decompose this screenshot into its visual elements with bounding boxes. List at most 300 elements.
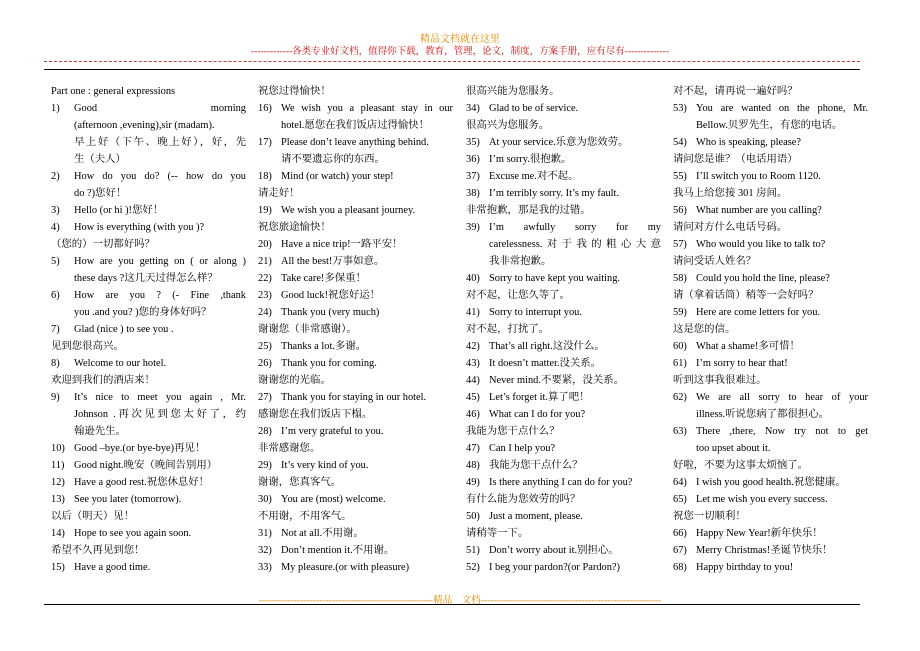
item-line: Take care!多保重！ bbox=[281, 273, 366, 284]
item-line: Who would you like to talk to? bbox=[696, 239, 826, 250]
text-line: 请稍等一下。 bbox=[466, 528, 529, 539]
item-line: We are all sorry to hear of your bbox=[696, 392, 868, 403]
item-line: My pleasure.(or with pleasure) bbox=[281, 562, 410, 573]
item-number: 33) bbox=[258, 562, 272, 573]
text-line: 听到这事我很难过。 bbox=[673, 375, 767, 386]
item-text bbox=[489, 406, 661, 423]
item-text bbox=[281, 355, 453, 372]
item-line: All the best!万事如意。 bbox=[281, 256, 385, 267]
item-line: Hello (or hi )!您好！ bbox=[74, 205, 164, 216]
bottom-rule bbox=[44, 604, 860, 605]
item-number: 48) bbox=[466, 460, 480, 471]
item-text bbox=[489, 457, 661, 474]
item-number: 10) bbox=[51, 443, 65, 454]
item-line: Johnson .再次见到您太好了，约 bbox=[74, 409, 246, 420]
text-line: 祝您过得愉快！ bbox=[258, 86, 331, 97]
item-number: 15) bbox=[51, 562, 65, 573]
item-line: illness.听说您病了都很担心。 bbox=[696, 409, 830, 420]
phrase-item bbox=[466, 474, 661, 491]
item-line: Could you hold the line, please? bbox=[696, 273, 830, 284]
item-line: Just a moment, please. bbox=[489, 511, 583, 522]
item-text bbox=[74, 474, 246, 491]
footer-text: -------------------------------------------------------精品 文档--------------------------------------------------------- bbox=[259, 596, 661, 606]
item-text bbox=[489, 559, 661, 576]
item-number: 67) bbox=[673, 545, 687, 556]
item-text bbox=[74, 457, 246, 474]
item-line: It’s nice to meet you again , Mr. bbox=[74, 392, 246, 403]
item-line: Please don’t leave anything behind. bbox=[281, 137, 429, 148]
item-number: 25) bbox=[258, 341, 272, 352]
phrase-item bbox=[466, 100, 661, 117]
text-line: 对不起，让您久等了。 bbox=[466, 290, 570, 301]
item-text bbox=[281, 338, 453, 355]
item-text bbox=[489, 355, 661, 372]
item-number: 42) bbox=[466, 341, 480, 352]
item-number: 17) bbox=[258, 137, 272, 148]
item-line: (afternoon ,evening),sir (madam). bbox=[74, 120, 215, 131]
item-number: 16) bbox=[258, 103, 272, 114]
item-number: 31) bbox=[258, 528, 272, 539]
item-number: 22) bbox=[258, 273, 272, 284]
item-number: 35) bbox=[466, 137, 480, 148]
text-line: 见到您很高兴。 bbox=[51, 341, 124, 352]
item-number: 66) bbox=[673, 528, 687, 539]
phrase-item bbox=[673, 236, 868, 253]
item-line: Here are come letters for you. bbox=[696, 307, 821, 318]
phrase-item bbox=[51, 168, 246, 202]
item-text bbox=[74, 168, 246, 202]
phrase-item bbox=[466, 151, 661, 168]
item-number: 23) bbox=[258, 290, 272, 301]
item-text bbox=[281, 253, 453, 270]
item-number: 4) bbox=[51, 222, 60, 233]
item-number: 56) bbox=[673, 205, 687, 216]
top-rule bbox=[44, 69, 860, 70]
text-line: 欢迎到我们的酒店来！ bbox=[51, 375, 155, 386]
phrase-item bbox=[466, 508, 661, 525]
phrase-item bbox=[673, 559, 868, 576]
item-line: Thank you for coming. bbox=[281, 358, 377, 369]
item-line: you .and you? )您的身体好吗？ bbox=[74, 307, 212, 318]
item-text bbox=[696, 236, 868, 253]
text-line: 我马上给您接 301 房间。 bbox=[673, 188, 788, 199]
item-text bbox=[74, 321, 246, 338]
phrase-item bbox=[258, 542, 453, 559]
item-line: Let’s forget it.算了吧！ bbox=[489, 392, 590, 403]
item-line: hotel.愿您在我们饭店过得愉快！ bbox=[281, 120, 430, 131]
phrase-item bbox=[51, 202, 246, 219]
item-number: 13) bbox=[51, 494, 65, 505]
phrase-item bbox=[51, 100, 246, 168]
item-number: 7) bbox=[51, 324, 60, 335]
item-line: I’m very grateful to you. bbox=[281, 426, 384, 437]
item-line: What number are you calling? bbox=[696, 205, 822, 216]
item-text bbox=[696, 270, 868, 287]
item-number: 9) bbox=[51, 392, 60, 403]
phrase-item bbox=[673, 355, 868, 372]
item-line: Excuse me.对不起。 bbox=[489, 171, 579, 182]
phrase-item bbox=[466, 304, 661, 321]
item-line: What can I do for you? bbox=[489, 409, 586, 420]
item-number: 29) bbox=[258, 460, 272, 471]
text-line: 谢谢，您真客气。 bbox=[258, 477, 342, 488]
item-line: Mind (or watch) your step! bbox=[281, 171, 394, 182]
item-number: 50) bbox=[466, 511, 480, 522]
item-number: 63) bbox=[673, 426, 687, 437]
column-4 bbox=[673, 83, 868, 576]
item-text bbox=[281, 457, 453, 474]
item-text bbox=[281, 491, 453, 508]
item-text bbox=[74, 287, 246, 321]
item-line: Good night.晚安（晚间告别用） bbox=[74, 460, 218, 471]
phrase-item bbox=[466, 440, 661, 457]
phrase-item bbox=[258, 338, 453, 355]
item-number: 2) bbox=[51, 171, 60, 182]
item-text bbox=[489, 134, 661, 151]
item-text bbox=[74, 389, 246, 440]
item-line: Merry Christmas!圣诞节快乐！ bbox=[696, 545, 833, 556]
phrase-item bbox=[51, 491, 246, 508]
text-line: 祝您一切顺利！ bbox=[673, 511, 746, 522]
item-line: Happy birthday to you! bbox=[696, 562, 794, 573]
item-text bbox=[489, 270, 661, 287]
item-line: There ,there, Now try not to get bbox=[696, 426, 868, 437]
phrase-item bbox=[51, 559, 246, 576]
item-text bbox=[489, 304, 661, 321]
text-line: 希望不久再见到您！ bbox=[51, 545, 145, 556]
item-text bbox=[74, 100, 246, 168]
item-number: 24) bbox=[258, 307, 272, 318]
item-line: Thank you for staying in our hotel. bbox=[281, 392, 427, 403]
item-text bbox=[74, 219, 246, 236]
item-line: 生（夫人） bbox=[74, 154, 126, 165]
item-line: I’m terribly sorry. It’s my fault. bbox=[489, 188, 620, 199]
item-line: Is there anything I can do for you? bbox=[489, 477, 633, 488]
item-number: 21) bbox=[258, 256, 272, 267]
item-text bbox=[696, 134, 868, 151]
text-line: 非常抱歉，那是我的过错。 bbox=[466, 205, 591, 216]
item-text bbox=[696, 491, 868, 508]
item-line: Thanks a lot.多谢。 bbox=[281, 341, 367, 352]
item-number: 40) bbox=[466, 273, 480, 284]
item-text bbox=[281, 525, 453, 542]
item-line: Glad to be of service. bbox=[489, 103, 579, 114]
item-text bbox=[281, 100, 453, 134]
item-line: 我非常抱歉。 bbox=[489, 256, 552, 267]
phrase-item bbox=[51, 389, 246, 440]
column-2 bbox=[258, 83, 453, 576]
item-line: these days ?这几天过得怎么样？ bbox=[74, 273, 218, 284]
item-line: 我能为您干点什么？ bbox=[489, 460, 583, 471]
item-text bbox=[489, 168, 661, 185]
item-number: 38) bbox=[466, 188, 480, 199]
item-number: 54) bbox=[673, 137, 687, 148]
phrase-item bbox=[673, 134, 868, 151]
phrase-item bbox=[51, 474, 246, 491]
item-line: How are you ? (- Fine ,thank bbox=[74, 290, 246, 301]
item-line: Good –bye.(or bye-bye)再见！ bbox=[74, 443, 206, 454]
item-line: Can I help you? bbox=[489, 443, 556, 454]
text-line: 请问您是谁？（电话用语） bbox=[673, 154, 798, 165]
column-3 bbox=[466, 83, 661, 576]
item-line: Don’t worry about it.别担心。 bbox=[489, 545, 619, 556]
item-text bbox=[281, 559, 453, 576]
item-line: too upset about it. bbox=[696, 443, 771, 454]
item-line: 早上好（下午、晚上好），好，先 bbox=[74, 137, 246, 148]
text-line: 很高兴为您服务。 bbox=[466, 120, 550, 131]
phrase-item bbox=[258, 423, 453, 440]
phrase-item bbox=[466, 338, 661, 355]
text-line: 谢谢您的光临。 bbox=[258, 375, 331, 386]
item-number: 20) bbox=[258, 239, 272, 250]
item-number: 51) bbox=[466, 545, 480, 556]
text-line: Part one : general expressions bbox=[51, 86, 176, 97]
item-number: 52) bbox=[466, 562, 480, 573]
item-number: 27) bbox=[258, 392, 272, 403]
item-text bbox=[696, 525, 868, 542]
phrase-item bbox=[258, 168, 453, 185]
phrase-item bbox=[51, 355, 246, 372]
item-number: 41) bbox=[466, 307, 480, 318]
item-number: 43) bbox=[466, 358, 480, 369]
phrase-item bbox=[466, 168, 661, 185]
phrase-item bbox=[673, 270, 868, 287]
phrase-item bbox=[466, 559, 661, 576]
item-line: You are wanted on the phone, Mr. bbox=[696, 103, 868, 114]
item-line: It’s very kind of you. bbox=[281, 460, 369, 471]
item-line: Good luck!祝您好运！ bbox=[281, 290, 380, 301]
item-number: 14) bbox=[51, 528, 65, 539]
phrase-item bbox=[466, 389, 661, 406]
phrase-item bbox=[51, 253, 246, 287]
phrase-item bbox=[258, 236, 453, 253]
phrase-item bbox=[258, 253, 453, 270]
item-text bbox=[696, 542, 868, 559]
item-text bbox=[74, 355, 246, 372]
item-line: Sorry to have kept you waiting. bbox=[489, 273, 621, 284]
item-line: You are (most) welcome. bbox=[281, 494, 386, 505]
item-text bbox=[281, 542, 453, 559]
phrase-item bbox=[258, 304, 453, 321]
item-number: 37) bbox=[466, 171, 480, 182]
text-line: 不用谢，不用客气。 bbox=[258, 511, 352, 522]
item-line: 请不要遗忘你的东西。 bbox=[281, 154, 385, 165]
item-line: Not at all.不用谢。 bbox=[281, 528, 364, 539]
phrase-item bbox=[673, 304, 868, 321]
item-text bbox=[281, 287, 453, 304]
item-line: That’s all right.这没什么。 bbox=[489, 341, 605, 352]
phrase-item bbox=[51, 440, 246, 457]
item-number: 36) bbox=[466, 154, 480, 165]
phrase-item bbox=[466, 406, 661, 423]
item-line: How are you getting on ( or along ) bbox=[74, 256, 246, 267]
item-number: 3) bbox=[51, 205, 60, 216]
header-divider bbox=[44, 61, 860, 62]
phrase-item bbox=[673, 474, 868, 491]
item-number: 30) bbox=[258, 494, 272, 505]
phrase-item bbox=[466, 355, 661, 372]
item-text bbox=[489, 474, 661, 491]
item-number: 65) bbox=[673, 494, 687, 505]
item-number: 57) bbox=[673, 239, 687, 250]
item-line: Don’t mention it.不用谢。 bbox=[281, 545, 395, 556]
phrase-item bbox=[673, 168, 868, 185]
item-number: 5) bbox=[51, 256, 60, 267]
phrase-item bbox=[51, 287, 246, 321]
header-title: 精品文档就在这里 bbox=[420, 34, 500, 45]
text-line: 以后（明天）见！ bbox=[51, 511, 135, 522]
item-text bbox=[74, 491, 246, 508]
item-text bbox=[281, 423, 453, 440]
phrase-item bbox=[258, 355, 453, 372]
text-line: 祝您旅途愉快！ bbox=[258, 222, 331, 233]
phrase-item bbox=[466, 134, 661, 151]
item-line: Happy New Year!新年快乐！ bbox=[696, 528, 823, 539]
phrase-item bbox=[258, 134, 453, 168]
item-number: 39) bbox=[466, 222, 480, 233]
item-number: 60) bbox=[673, 341, 687, 352]
text-line: 谢谢您（非常感谢）。 bbox=[258, 324, 357, 335]
text-line: 感谢您在我们饭店下榻。 bbox=[258, 409, 373, 420]
phrase-item bbox=[466, 219, 661, 270]
item-text bbox=[489, 185, 661, 202]
item-text bbox=[696, 423, 868, 457]
item-text bbox=[696, 304, 868, 321]
item-text bbox=[696, 202, 868, 219]
phrase-item bbox=[673, 202, 868, 219]
item-text bbox=[489, 372, 661, 389]
item-line: I beg your pardon?(or Pardon?) bbox=[489, 562, 620, 573]
item-text bbox=[489, 542, 661, 559]
phrase-item bbox=[258, 389, 453, 406]
phrase-item bbox=[673, 423, 868, 457]
item-line: I’m awfully sorry for my bbox=[489, 222, 661, 233]
item-number: 11) bbox=[51, 460, 65, 471]
item-text bbox=[489, 389, 661, 406]
item-text bbox=[696, 389, 868, 423]
item-line: I’m sorry.很抱歉。 bbox=[489, 154, 572, 165]
item-line: We wish you a pleasant stay in our bbox=[281, 103, 453, 114]
item-text bbox=[281, 168, 453, 185]
item-line: Have a good time. bbox=[74, 562, 151, 573]
item-number: 64) bbox=[673, 477, 687, 488]
phrase-item bbox=[258, 491, 453, 508]
phrase-item bbox=[466, 457, 661, 474]
item-line: What a shame!多可惜！ bbox=[696, 341, 800, 352]
item-text bbox=[281, 389, 453, 406]
text-line: 非常感谢您。 bbox=[258, 443, 321, 454]
item-number: 34) bbox=[466, 103, 480, 114]
item-line: How do you do? (-- how do you bbox=[74, 171, 246, 182]
phrase-item bbox=[466, 270, 661, 287]
item-number: 68) bbox=[673, 562, 687, 573]
item-line: do ?)您好！ bbox=[74, 188, 127, 199]
item-text bbox=[74, 253, 246, 287]
phrase-item bbox=[673, 491, 868, 508]
item-line: Bellow.贝罗先生，有您的电话。 bbox=[696, 120, 843, 131]
text-line: 我能为您干点什么？ bbox=[466, 426, 560, 437]
item-line: Have a nice trip!一路平安！ bbox=[281, 239, 403, 250]
text-line: 请问对方什么电话号码。 bbox=[673, 222, 788, 233]
item-line: We wish you a pleasant journey. bbox=[281, 205, 416, 216]
item-number: 59) bbox=[673, 307, 687, 318]
phrase-item bbox=[673, 525, 868, 542]
item-text bbox=[281, 304, 453, 321]
item-line: How is everything (with you )? bbox=[74, 222, 205, 233]
phrase-item bbox=[51, 457, 246, 474]
item-line: I’m sorry to hear that! bbox=[696, 358, 788, 369]
item-line: I wish you good health.祝您健康。 bbox=[696, 477, 846, 488]
item-line: Glad (nice ) to see you . bbox=[74, 324, 174, 335]
phrase-item bbox=[51, 525, 246, 542]
item-line: 翰逊先生。 bbox=[74, 426, 126, 437]
phrase-item bbox=[258, 270, 453, 287]
phrase-item bbox=[466, 542, 661, 559]
item-text bbox=[489, 338, 661, 355]
phrase-item bbox=[673, 100, 868, 134]
item-number: 62) bbox=[673, 392, 687, 403]
item-line: See you later (tomorrow). bbox=[74, 494, 182, 505]
text-line: 这是您的信。 bbox=[673, 324, 736, 335]
item-text bbox=[74, 202, 246, 219]
header-banner: -------------各类专业好文档，值得你下载，教育，管理，论文，制度，方案手册，应有尽有-------------- bbox=[251, 47, 669, 57]
item-number: 6) bbox=[51, 290, 60, 301]
item-line: Who is speaking, please? bbox=[696, 137, 802, 148]
item-number: 58) bbox=[673, 273, 687, 284]
item-text bbox=[74, 440, 246, 457]
item-line: At your service.乐意为您效劳。 bbox=[489, 137, 629, 148]
phrase-item bbox=[51, 321, 246, 338]
text-line: （您的）一切都好吗？ bbox=[51, 239, 155, 250]
item-line: Let me wish you every success. bbox=[696, 494, 828, 505]
item-line: Sorry to interrupt you. bbox=[489, 307, 582, 318]
item-text bbox=[696, 474, 868, 491]
item-line: Hope to see you again soon. bbox=[74, 528, 192, 539]
item-number: 26) bbox=[258, 358, 272, 369]
phrase-item bbox=[258, 559, 453, 576]
item-number: 1) bbox=[51, 103, 60, 114]
item-text bbox=[696, 338, 868, 355]
item-number: 61) bbox=[673, 358, 687, 369]
item-line: Welcome to our hotel. bbox=[74, 358, 167, 369]
phrase-item bbox=[673, 542, 868, 559]
item-text bbox=[489, 100, 661, 117]
item-number: 19) bbox=[258, 205, 272, 216]
item-number: 45) bbox=[466, 392, 480, 403]
phrase-item bbox=[466, 185, 661, 202]
text-line: 对不起，请再说一遍好吗？ bbox=[673, 86, 798, 97]
item-number: 32) bbox=[258, 545, 272, 556]
item-line: Thank you (very much) bbox=[281, 307, 380, 318]
item-number: 47) bbox=[466, 443, 480, 454]
phrase-item bbox=[258, 457, 453, 474]
item-number: 46) bbox=[466, 409, 480, 420]
item-text bbox=[696, 100, 868, 134]
item-text bbox=[696, 559, 868, 576]
item-text bbox=[74, 525, 246, 542]
item-text bbox=[74, 559, 246, 576]
item-text bbox=[489, 508, 661, 525]
item-number: 55) bbox=[673, 171, 687, 182]
item-text bbox=[489, 151, 661, 168]
text-line: 有什么能为您效劳的吗？ bbox=[466, 494, 581, 505]
phrase-item bbox=[258, 525, 453, 542]
item-text bbox=[489, 219, 661, 270]
item-line: carelessness.对于我的粗心大意 bbox=[489, 239, 661, 250]
item-number: 53) bbox=[673, 103, 687, 114]
text-line: 请问受话人姓名？ bbox=[673, 256, 757, 267]
item-line: Good morning bbox=[74, 103, 246, 114]
